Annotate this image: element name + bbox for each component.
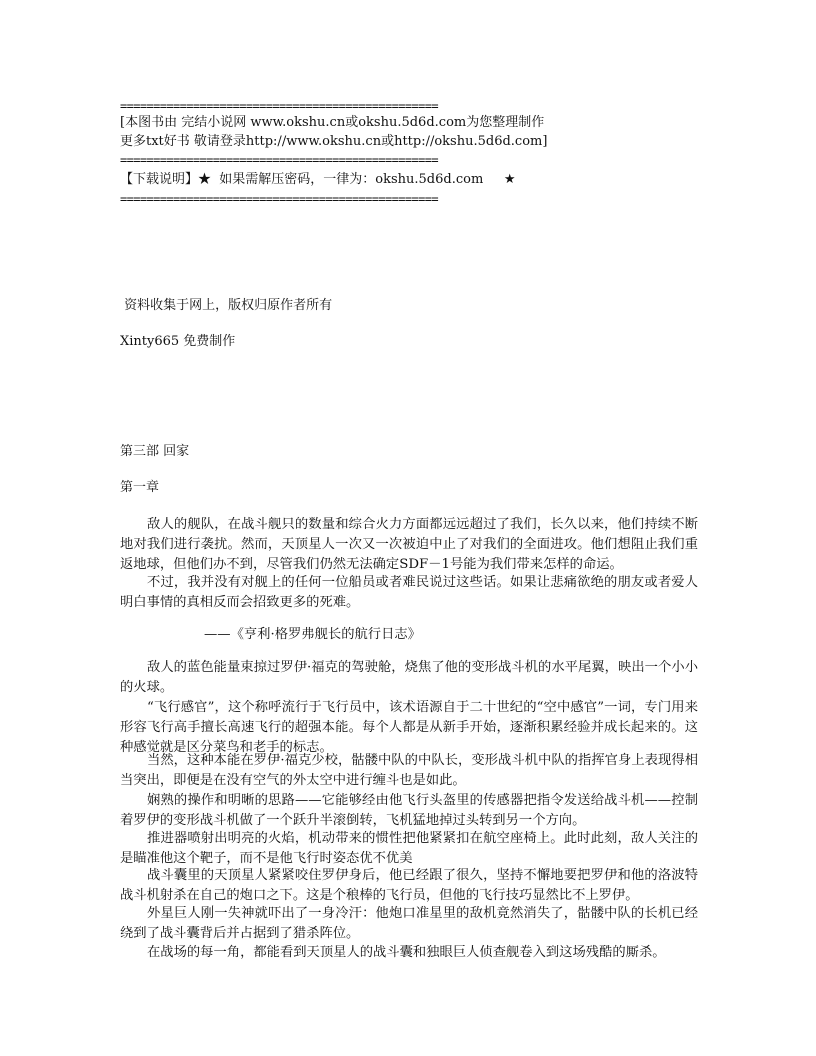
copyright-note: 资料收集于网上，版权归原作者所有 (120, 298, 333, 313)
part-title: 第三部 回家 (120, 444, 190, 459)
paragraph-7: 推进器喷射出明亮的火焰，机动带来的惯性把他紧紧扣在航空座椅上。此时此刻，敌人关注的是瞄准他这个靶子，而不是他飞行时姿态优不优美 (120, 831, 698, 866)
paragraph-5: 当然，这种本能在罗伊·福克少校，骷髅中队的中队长，变形战斗机中队的指挥官身上表现得相当突出，即便是在没有空气的外太空中进行缠斗也是如此。 (120, 753, 698, 788)
paragraph-3: 敌人的蓝色能量束掠过罗伊·福克的驾驶舱，烧焦了他的变形战斗机的水平尾翼，映出一个小小的火球。 (120, 660, 698, 695)
paragraph-6: 娴熟的操作和明晰的思路——它能够经由他飞行头盔里的传感器把指令发送给战斗机——控制着罗伊的变形战斗机做了一个跃升半滚倒转，飞机猛地掉过头转到另一个方向。 (120, 793, 698, 828)
header-line-2: 更多txt好书 敬请登录http://www.okshu.cn或http://okshu.5d6d.com] (120, 134, 548, 149)
paragraph-1: 敌人的舰队，在战斗舰只的数量和综合火力方面都远远超过了我们，长久以来，他们持续不断地对我们进行袭扰。然而，天顶星人一次又一次被迫中止了对我们的全面进攻。他们想阻止我们重返地球，但他们办不到，尽管我们仍然无法确定SDF－1号能为我们带来怎样的命运。 (120, 517, 698, 572)
paragraph-9: 外星巨人刚一失神就吓出了一身冷汗：他炮口准星里的敌机竟然消失了，骷髅中队的长机已经绕到了战斗囊背后并占据到了猎杀阵位。 (120, 906, 698, 941)
paragraph-2: 不过，我并没有对舰上的任何一位船员或者难民说过这些话。如果让悲痛欲绝的朋友或者爱人明白事情的真相反而会招致更多的死难。 (120, 575, 698, 610)
header-line-1: [本图书由 完结小说网 www.okshu.cn或okshu.5d6d.com为您整理制作 (120, 115, 545, 130)
separator-bottom: ================================================ (120, 192, 438, 206)
paragraph-4: “飞行感官”，这个称呼流行于飞行员中，该术语源自于二十世纪的“空中感官”一词，专门用来形容飞行高手擅长高速飞行的超强本能。每个人都是从新手开始，逐渐积累经验并成长起来的。这种感觉就是区分菜鸟和老手的标志。 (120, 700, 698, 755)
chapter-title: 第一章 (120, 480, 160, 495)
separator-mid: ================================================ (120, 153, 438, 167)
paragraph-10: 在战场的每一角，都能看到天顶星人的战斗囊和独眼巨人侦查舰卷入到这场残酷的厮杀。 (147, 945, 666, 960)
separator-top: ================================================ (120, 99, 438, 113)
download-note: 【下载说明】★ 如果需解压密码，一律为：okshu.5d6d.com ★ (120, 172, 516, 187)
log-citation: ——《亨利·格罗弗舰长的航行日志》 (204, 627, 421, 642)
paragraph-8: 战斗囊里的天顶星人紧紧咬住罗伊身后，他已经跟了很久，坚持不懈地要把罗伊和他的洛波特战斗机射杀在自己的炮口之下。这是个稂棒的飞行员，但他的飞行技巧显然比不上罗伊。 (120, 868, 698, 903)
maker-credit: Xinty665 免费制作 (120, 334, 236, 349)
